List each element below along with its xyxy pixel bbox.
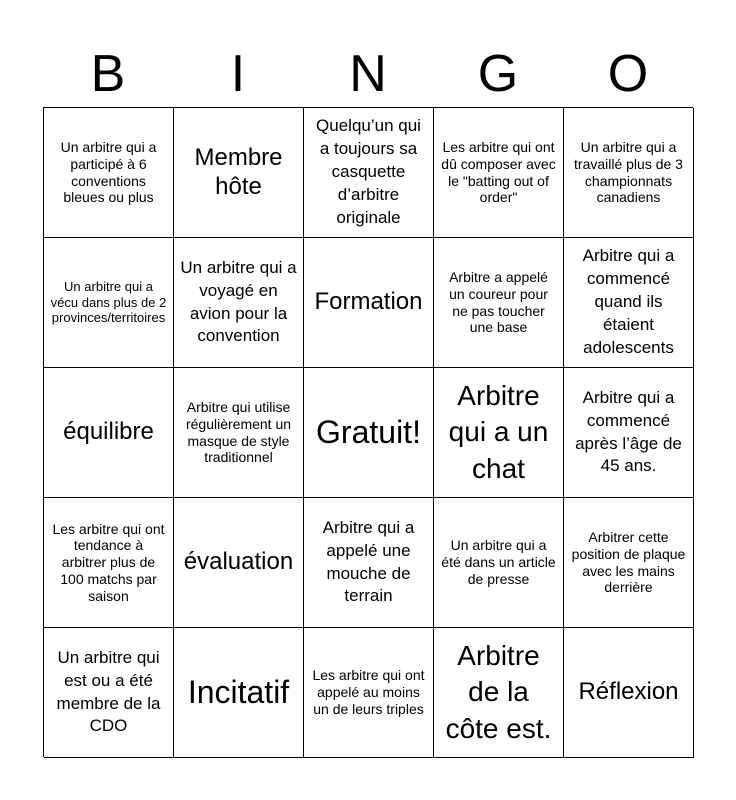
bingo-cell[interactable]: Un arbitre qui est ou a été membre de la CDO <box>44 628 174 758</box>
bingo-cell[interactable]: Arbitre qui a appelé une mouche de terrain <box>304 498 434 628</box>
bingo-cell[interactable]: Membre hôte <box>174 108 304 238</box>
bingo-cell[interactable]: Les arbitre qui ont appelé au moins un de leurs triples <box>304 628 434 758</box>
bingo-cell[interactable]: Un arbitre qui a voyagé en avion pour la convention <box>174 238 304 368</box>
bingo-cell[interactable]: Arbitre qui utilise régulièrement un masque de style traditionnel <box>174 368 304 498</box>
bingo-cell[interactable]: Un arbitre qui a été dans un article de presse <box>434 498 564 628</box>
header-letter-n: N <box>349 45 387 103</box>
header-letter-b: B <box>90 45 126 103</box>
bingo-cell[interactable]: Formation <box>304 238 434 368</box>
bingo-cell[interactable]: Arbitre qui a commencé après l’âge de 45 ans. <box>564 368 694 498</box>
bingo-cell[interactable]: Arbitre a appelé un coureur pour ne pas toucher une base <box>434 238 564 368</box>
bingo-header <box>43 40 693 108</box>
bingo-cell[interactable]: Arbitre qui a un chat <box>434 368 564 498</box>
bingo-board <box>43 107 693 757</box>
bingo-cell[interactable]: Un arbitre qui a participé à 6 conventions bleues ou plus <box>44 108 174 238</box>
bingo-cell[interactable]: Arbitre de la côte est. <box>434 628 564 758</box>
bingo-cell[interactable]: Réflexion <box>564 628 694 758</box>
header-letter-i: I <box>230 45 246 103</box>
bingo-cell[interactable]: Arbitrer cette position de plaque avec les mains derrière <box>564 498 694 628</box>
bingo-cell[interactable]: Quelqu’un qui a toujours sa casquette d’arbitre originale <box>304 108 434 238</box>
bingo-cell[interactable]: Les arbitre qui ont dû composer avec le "batting out of order" <box>434 108 564 238</box>
bingo-cell-free[interactable]: Gratuit! <box>304 368 434 498</box>
bingo-cell[interactable]: Un arbitre qui a vécu dans plus de 2 provinces/territoires <box>44 238 174 368</box>
header-letter-o: O <box>607 45 649 103</box>
bingo-cell[interactable]: Les arbitre qui ont tendance à arbitrer plus de 100 matchs par saison <box>44 498 174 628</box>
bingo-cell[interactable]: Arbitre qui a commencé quand ils étaient adolescents <box>564 238 694 368</box>
bingo-cell[interactable]: équilibre <box>44 368 174 498</box>
bingo-cell[interactable]: Un arbitre qui a travaillé plus de 3 championnats canadiens <box>564 108 694 238</box>
header-letter-g: G <box>477 45 519 103</box>
bingo-cell[interactable]: évaluation <box>174 498 304 628</box>
bingo-cell[interactable]: Incitatif <box>174 628 304 758</box>
